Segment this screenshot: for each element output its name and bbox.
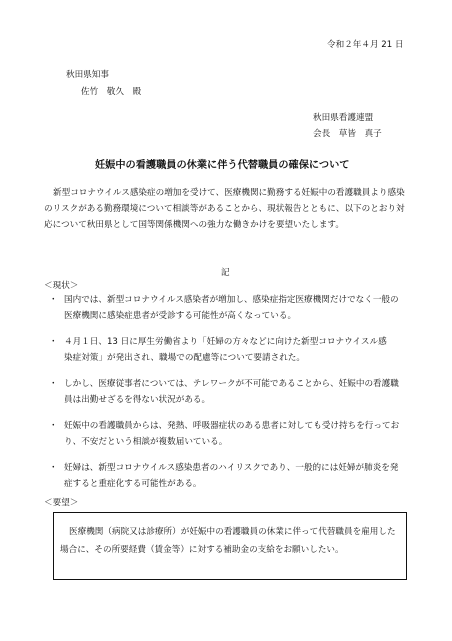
- intro-paragraph: 新型コロナウイルス感染症の増加を受けて、医療機関に勤務する妊娠中の看護職員より感染のリスクがある勤務環境について相談等があることから、現状報告とともに、以下のとおり対応について秋田県として国等関係機関への強力な働きかけを要望いたします。: [44, 188, 405, 230]
- recipient-organization: 秋田県知事: [66, 70, 109, 80]
- recipient-name: 佐竹 敬久 殿: [81, 87, 142, 97]
- sender-organization: 秋田県看護連盟: [313, 113, 374, 123]
- ki-heading: 記: [221, 268, 230, 278]
- current-status-item: 国内では、新型コロナウイルス感染者が増加し、感染症指定医療機関だけでなく一般の医療機関に感染症患者が受診する可能性が高くなっている。: [64, 295, 399, 321]
- current-status-item: しかし、医療従事者については、テレワークが不可能であることから、妊娠中の看護職員は出勤せざるを得ない状況がある。: [64, 379, 399, 405]
- current-status-heading: ＜現状＞: [44, 281, 79, 291]
- current-status-item: ４月１日、13 日に厚生労働省より「妊婦の方々などに向けた新型コロナウイスル感染症対策」が発出され、職場での配慮等について要請された。: [64, 337, 387, 363]
- bullet-marker: ・: [49, 379, 58, 389]
- bullet-marker: ・: [49, 337, 58, 347]
- document-title: 妊娠中の看護職員の休業に伴う代替職員の確保について: [95, 160, 350, 171]
- request-heading: ＜要望＞: [44, 498, 79, 508]
- current-status-item: 妊娠中の看護職員からは、発熱、呼吸器症状のある患者に対しても受け持ちを行っており、不安だという相談が複数届いている。: [64, 421, 400, 447]
- document-date: 令和２年４月 21 日: [327, 40, 404, 50]
- current-status-item: 妊婦は、新型コロナウイルス感染患者のハイリスクであり、一般的には妊婦が肺炎を発症すると重症化する可能性がある。: [64, 463, 399, 489]
- bullet-marker: ・: [49, 295, 58, 305]
- bullet-marker: ・: [49, 421, 58, 431]
- request-box: [53, 512, 407, 580]
- request-text: 医療機関（病院又は診療所）が妊娠中の看護職員の休業に伴って代替職員を雇用した場合に、その所要経費（賃金等）に対する補助金の支給をお願いしたい。: [60, 527, 396, 555]
- sender-name: 会長 草皆 真子: [313, 129, 382, 139]
- bullet-marker: ・: [49, 463, 58, 473]
